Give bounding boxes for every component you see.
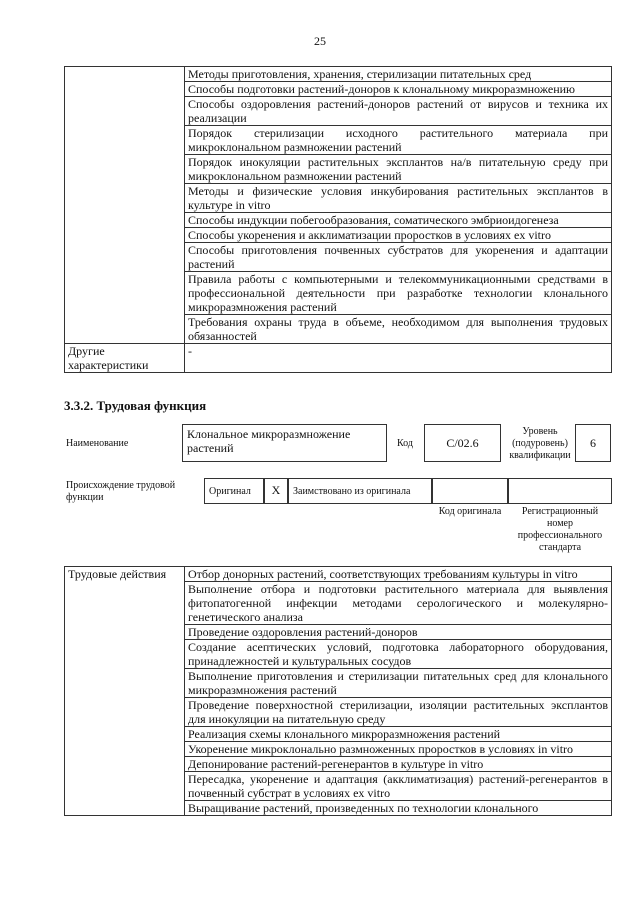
knowledge-item: Способы оздоровления растений-доноров растений от вирусов и техника их реализации [185, 97, 612, 126]
original-box [204, 478, 264, 504]
knowledge-item: Порядок инокуляции растительных эксплантов на/в питательную среду при микроклональном размножении растений [185, 155, 612, 184]
action-item: Выполнение приготовления и стерилизации питательных сред для клонального микроразмножения растений [185, 669, 612, 698]
name-value: Клональное микроразмножение растений [187, 427, 351, 455]
reg-number-label: Регистрационный номер профессионального стандарта [517, 506, 603, 553]
level-label: Уровень (подуровень) квалификации [509, 426, 571, 461]
code-value: C/02.6 [446, 436, 479, 450]
name-value-box [182, 424, 387, 462]
knowledge-label-cell [65, 67, 185, 344]
action-item: Реализация схемы клонального микроразмножения растений [185, 727, 612, 742]
action-item: Укоренение микроклонально размноженных проростков в условиях in vitro [185, 742, 612, 757]
code-value-box [424, 424, 501, 462]
borrowed-label: Заимствовано из оригинала [293, 486, 411, 497]
knowledge-item: Способы приготовления почвенных субстратов для укоренения и адаптации растений [185, 243, 612, 272]
knowledge-item: Методы и физические условия инкубирования растительных эксплантов в культуре in vitro [185, 184, 612, 213]
knowledge-item: Способы индукции побегообразования, соматического эмбриоидогенеза [185, 213, 612, 228]
other-characteristics-value: - [185, 344, 612, 373]
action-item: Выполнение отбора и подготовки растительного материала для выявления фитопатогенной инфекции методами серологического и молекулярно-генетического анализа [185, 582, 612, 625]
action-item: Депонирование растений-регенерантов в культуре in vitro [185, 757, 612, 772]
section-heading: 3.3.2. Трудовая функция [64, 398, 207, 413]
reg-number-box [508, 478, 612, 504]
knowledge-item: Порядок стерилизации исходного растительного материала при микроклональном размножении растений [185, 126, 612, 155]
action-item: Выращивание растений, произведенных по технологии клонального [185, 801, 612, 816]
level-value-box [575, 424, 611, 462]
knowledge-item: Правила работы с компьютерными и телекоммуникационными средствами в профессиональной деятельности при разработке технологии клонального микроразмножения растений [185, 272, 612, 315]
action-item: Пересадка, укоренение и адаптация (акклиматизация) растений-регенерантов в почвенный субстрат в условиях ex vitro [185, 772, 612, 801]
level-value: 6 [590, 436, 596, 450]
original-label: Оригинал [209, 486, 251, 497]
action-item: Отбор донорных растений, соответствующих требованиям культуры in vitro [185, 567, 612, 582]
action-item: Создание асептических условий, подготовка лабораторного оборудования, принадлежностей и культуральных сосудов [185, 640, 612, 669]
actions-label: Трудовые действия [65, 567, 185, 816]
action-row [65, 567, 612, 582]
knowledge-table [64, 66, 612, 373]
actions-table [64, 566, 612, 816]
knowledge-item: Методы приготовления, хранения, стерилизации питательных сред [185, 67, 612, 82]
original-mark: X [271, 483, 281, 497]
action-item: Проведение оздоровления растений-доноров [185, 625, 612, 640]
original-mark-box [264, 478, 288, 504]
code-label: Код [397, 438, 413, 449]
borrowed-box [288, 478, 432, 504]
other-characteristics-row [65, 344, 612, 373]
origin-label: Происхождение трудовой функции [66, 480, 176, 503]
name-label: Наименование [66, 438, 129, 449]
knowledge-item: Способы укоренения и акклиматизации проростков в условиях ex vitro [185, 228, 612, 243]
other-characteristics-label: Другие характеристики [65, 344, 185, 373]
knowledge-item: Способы подготовки растений-доноров к клональному микроразмножению [185, 82, 612, 97]
knowledge-item: Требования охраны труда в объеме, необходимом для выполнения трудовых обязанностей [185, 315, 612, 344]
page-number: 25 [314, 34, 326, 48]
action-item: Проведение поверхностной стерилизации, изоляции растительных эксплантов для инокуляции на питательную среду [185, 698, 612, 727]
code-original-box [432, 478, 508, 504]
knowledge-row [65, 67, 612, 82]
code-original-label: Код оригинала [438, 506, 502, 517]
